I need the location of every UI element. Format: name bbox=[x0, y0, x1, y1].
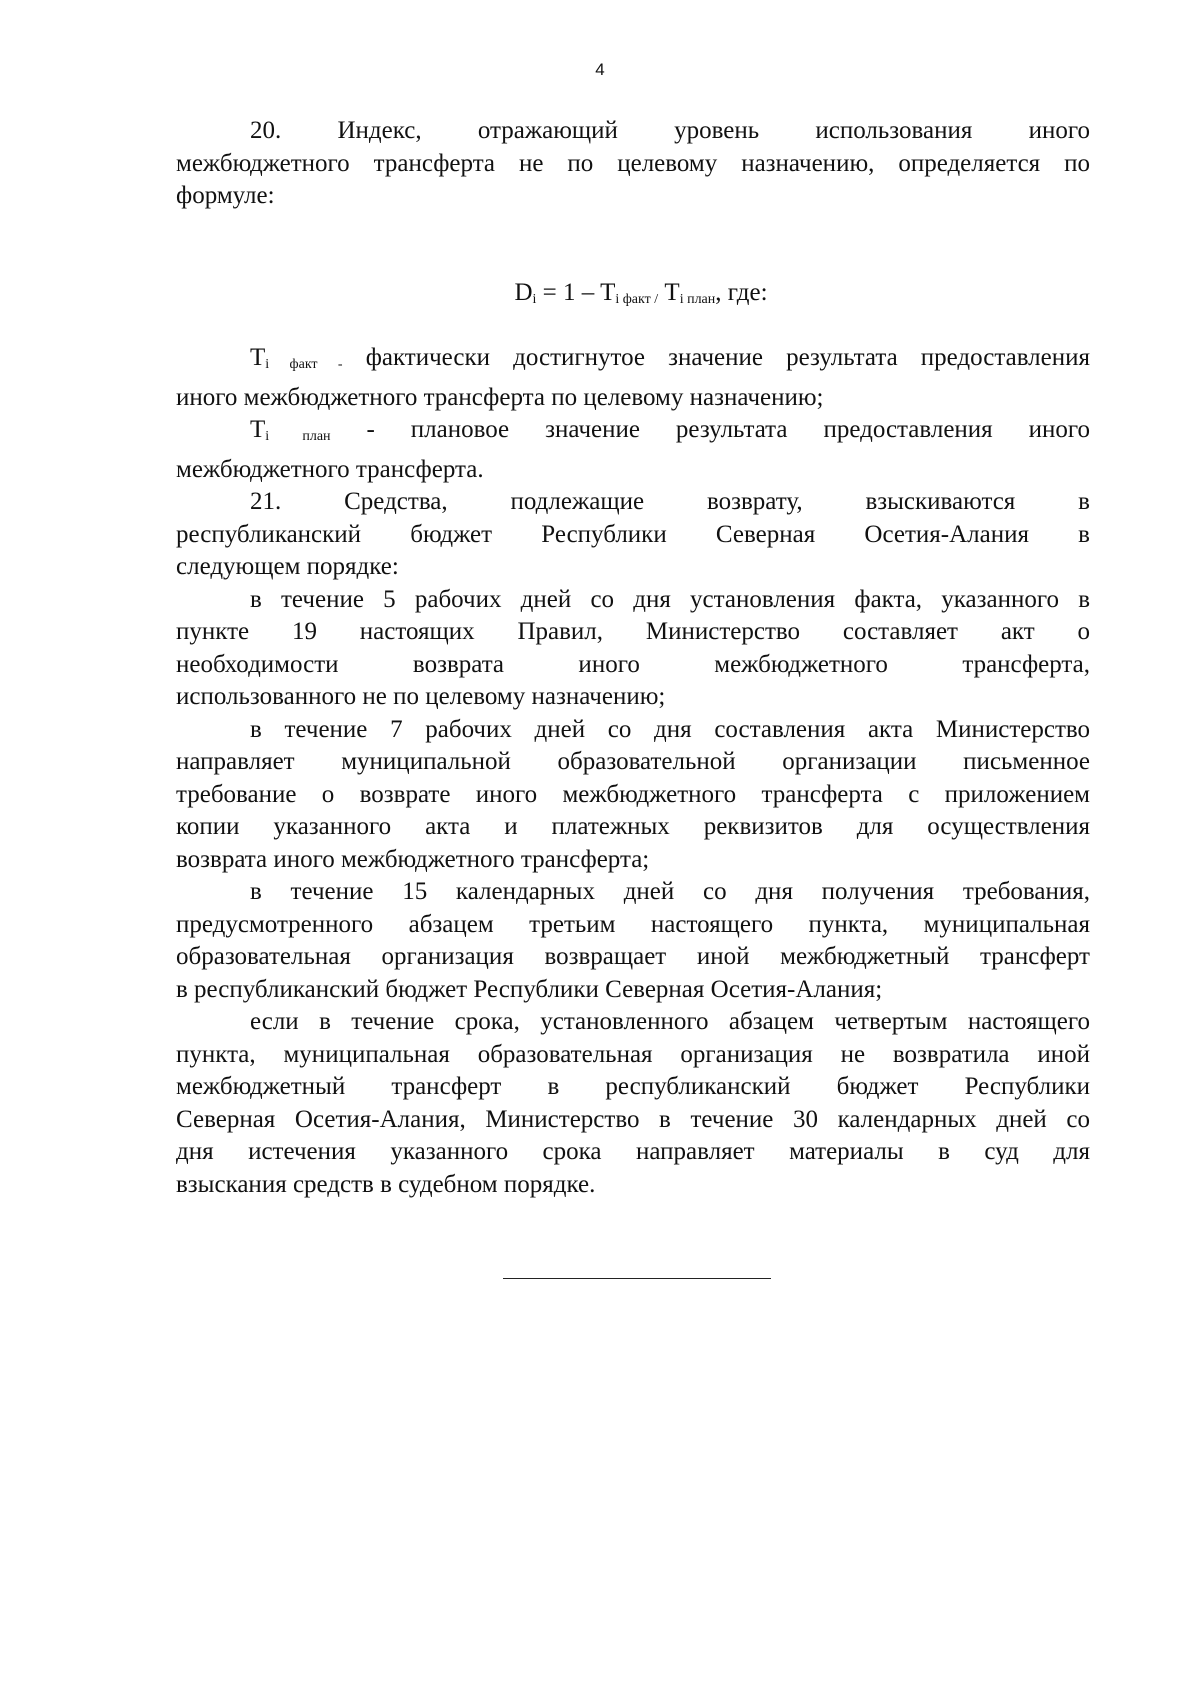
step-1-line: в течение 5 рабочих дней со дня установления факта, указанного в bbox=[250, 585, 1090, 613]
step-4-line: пункта, муниципальная образовательная организация не возвратила иной bbox=[176, 1040, 1090, 1068]
step-3-line: в течение 15 календарных дней со дня получения требования, bbox=[250, 878, 1090, 905]
step-2-line: в течение 7 рабочих дней со дня составления акта Министерство bbox=[250, 715, 1090, 743]
formula-t2-sub: i план bbox=[679, 292, 716, 307]
paragraph-21-line: республиканский бюджет Республики Северная Осетия-Алания в bbox=[176, 520, 1090, 548]
paragraph-21 bbox=[176, 486, 1090, 584]
step-3-line: предусмотренного абзацем третьим настоящего пункта, муниципальная bbox=[176, 910, 1090, 938]
step-2 bbox=[176, 714, 1090, 877]
step-2-line: возврата иного межбюджетного трансферта; bbox=[176, 845, 650, 873]
step-4-line: межбюджетный трансферт в республиканский бюджет Республики bbox=[176, 1073, 1090, 1100]
definition-fact-line bbox=[176, 342, 1090, 382]
step-3-line: образовательная организация возвращает иной межбюджетный трансферт bbox=[176, 943, 1090, 970]
definition-plan-line bbox=[176, 414, 1090, 454]
paragraph-21-line: следующем порядке: bbox=[176, 553, 399, 580]
step-3-line: в республиканский бюджет Республики Северная Осетия-Алания; bbox=[176, 975, 883, 1003]
formula-t1: T bbox=[600, 279, 616, 306]
main-body bbox=[176, 342, 1090, 1201]
index-formula bbox=[0, 276, 1200, 317]
formula-t2: T bbox=[658, 279, 680, 306]
step-3 bbox=[176, 876, 1090, 1006]
step-1-line: необходимости возврата иного межбюджетного трансферта, bbox=[176, 650, 1090, 678]
paragraph-20 bbox=[176, 115, 1090, 213]
step-4-line: дня истечения указанного срока направляет материалы в суд для bbox=[176, 1138, 1090, 1165]
step-2-line: копии указанного акта и платежных реквизитов для осуществления bbox=[176, 813, 1090, 840]
step-4-line: взыскания средств в судебном порядке. bbox=[176, 1170, 596, 1198]
formula-tail: , где: bbox=[715, 279, 768, 306]
fact-text: фактически достигнутое значение результата предоставления bbox=[342, 344, 1090, 371]
paragraph-20-line: формуле: bbox=[176, 182, 275, 209]
step-2-line: требование о возврате иного межбюджетного трансферта с приложением bbox=[176, 780, 1090, 808]
step-4-line: если в течение срока, установленного абзацем четвертым настоящего bbox=[250, 1008, 1090, 1035]
paragraph-20-line: межбюджетного трансферта не по целевому назначению, определяется по bbox=[176, 149, 1090, 177]
end-separator-line bbox=[503, 1278, 771, 1279]
formula-equals: = 1 – bbox=[536, 279, 601, 306]
step-1-line: пункте 19 настоящих Правил, Министерство составляет акт о bbox=[176, 618, 1090, 645]
step-1 bbox=[176, 584, 1090, 714]
fact-sub: i факт - bbox=[265, 357, 343, 372]
page-number: 4 bbox=[595, 60, 605, 79]
step-2-line: направляет муниципальной образовательной организации письменное bbox=[176, 748, 1090, 775]
plan-text: - плановое значение результата предоставления иного bbox=[330, 416, 1091, 443]
step-4 bbox=[176, 1006, 1090, 1201]
definition-fact-line: иного межбюджетного трансферта по целевому назначению; bbox=[176, 383, 824, 411]
paragraph-20-line: 20. Индекс, отражающий уровень использования иного bbox=[250, 117, 1090, 144]
step-4-line: Северная Осетия-Алания, Министерство в течение 30 календарных дней со bbox=[176, 1105, 1090, 1133]
plan-sub: i план bbox=[265, 429, 331, 444]
formula-lhs-sub: i bbox=[532, 292, 537, 307]
definition-plan-line: межбюджетного трансферта. bbox=[176, 455, 484, 483]
formula-t1-sub: i факт / bbox=[615, 292, 659, 307]
fact-symbol: T bbox=[250, 344, 266, 371]
paragraph-21-line: 21. Средства, подлежащие возврату, взыскиваются в bbox=[250, 488, 1090, 515]
plan-symbol: T bbox=[250, 416, 266, 443]
formula-lhs: D bbox=[514, 279, 533, 306]
step-1-line: использованного не по целевому назначению; bbox=[176, 683, 666, 710]
